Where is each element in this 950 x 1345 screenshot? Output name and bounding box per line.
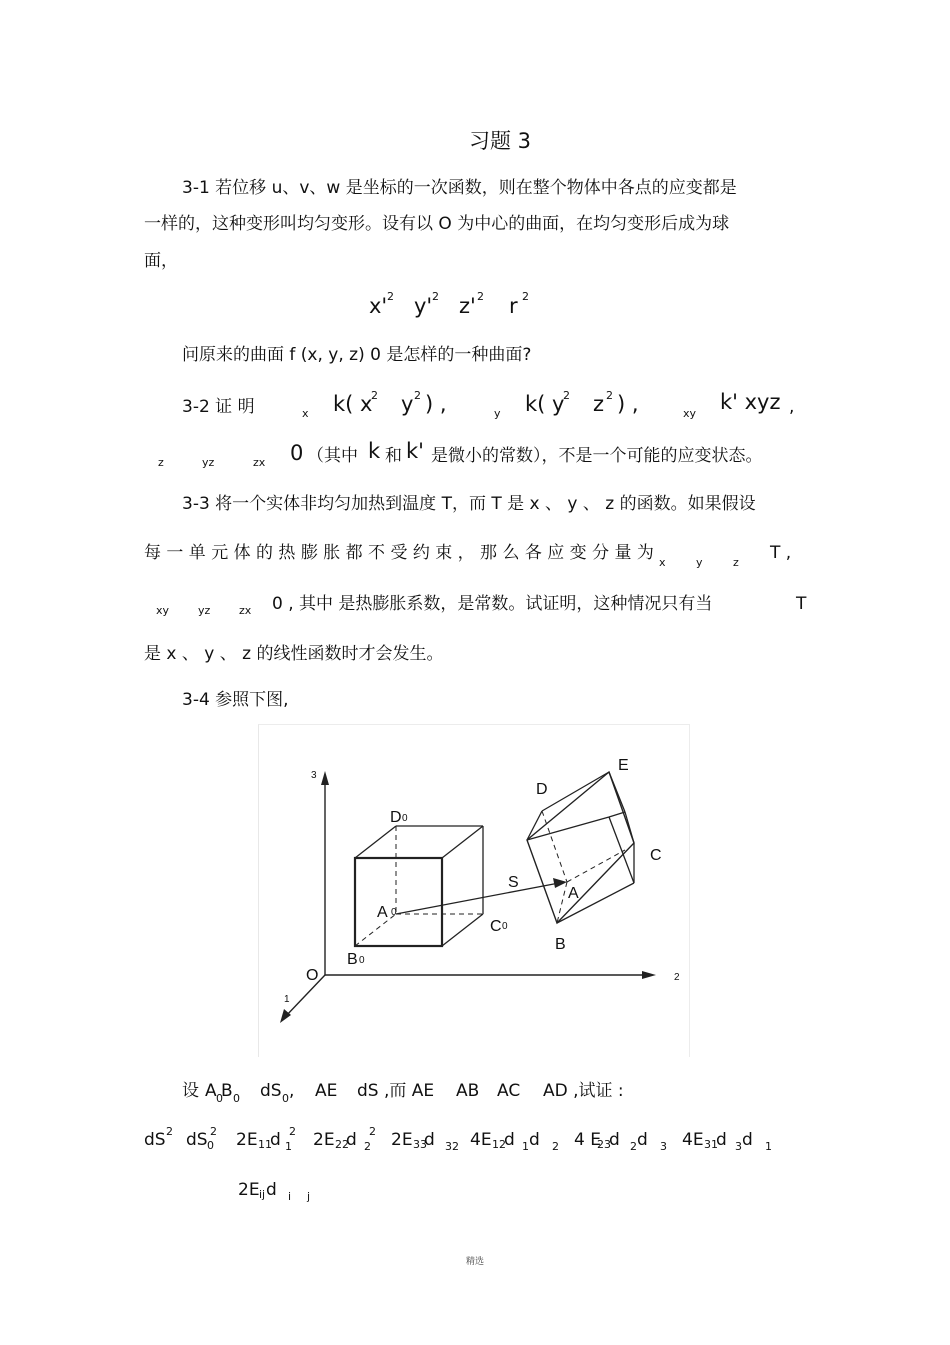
given-she: 设	[182, 1081, 199, 1101]
eq1-t4-sub: 12	[492, 1138, 506, 1151]
eq1-t2-sub: 22	[335, 1138, 349, 1151]
eq-z: z'	[459, 294, 476, 318]
eq1-t6-idx1: 3	[735, 1140, 742, 1153]
given-B: B	[221, 1081, 233, 1101]
eq1-t3-d: d	[424, 1130, 435, 1150]
axis-1-arrow	[280, 1009, 291, 1023]
cube-deformation-figure	[258, 724, 690, 1057]
eq1-dS-sup: 2	[166, 1125, 173, 1138]
p32-comma: ,	[789, 397, 795, 417]
cube-edge	[527, 817, 609, 840]
p32-text2: 是微小的常数），不是一个可能的应变状态。	[431, 446, 763, 466]
eq1-t5-d1: d	[609, 1130, 620, 1150]
eq1-t1-sub: 11	[258, 1138, 272, 1151]
p32-sub-yz: yz	[202, 456, 215, 469]
eq-z-sup: 2	[477, 290, 484, 303]
p33-sub-yz: yz	[198, 604, 211, 617]
p32-k1-sup: 2	[371, 389, 378, 402]
eq1-t3: 2E	[391, 1130, 413, 1150]
eq2-sub-j: j	[307, 1190, 311, 1203]
axis-1-line	[285, 975, 325, 1017]
cube0-edge	[355, 826, 396, 858]
p33-line3: 0 , 其中 是热膨胀系数，是常数。试证明，这种情况只有当	[272, 594, 713, 614]
eq1-dS0: dS	[186, 1130, 208, 1150]
eq1-t4-idx2: 2	[552, 1140, 559, 1153]
eq2-term: 2E	[238, 1180, 260, 1200]
given-A: A	[205, 1081, 217, 1101]
eq1-t1-d: d	[270, 1130, 281, 1150]
cube-edge	[609, 817, 634, 883]
p33-T: T ,	[770, 543, 792, 563]
cube-edge	[609, 812, 625, 817]
eq1-dS: dS	[144, 1130, 166, 1150]
origin-label: O	[306, 967, 319, 984]
eq1-t5: 4 E	[574, 1130, 601, 1150]
label-A: A	[568, 885, 579, 902]
eq-y: y'	[414, 294, 433, 318]
label-S: S	[508, 874, 519, 891]
label-B: B	[555, 936, 566, 953]
figure-svg	[259, 725, 689, 1057]
eq1-t4: 4E	[470, 1130, 492, 1150]
p32-k2: k( y	[525, 392, 565, 416]
label-C0: C	[490, 918, 502, 935]
eq1-t3-sub: 33	[413, 1138, 427, 1151]
eq2-sub-ij: ij	[259, 1188, 266, 1201]
eq1-t5-sub: 23	[597, 1138, 611, 1151]
cube0-edge	[442, 826, 483, 858]
p33-sub-z: z	[733, 556, 739, 569]
p32-sub-y: y	[494, 407, 501, 420]
eq1-dS0-sup: 2	[210, 1125, 217, 1138]
given-dS: dS ,而 AE	[357, 1081, 435, 1101]
eq1-t4-d1: d	[504, 1130, 515, 1150]
axis-2-label: 2	[674, 972, 680, 983]
cube0-hidden-edge	[355, 914, 396, 946]
given-comma: ,	[289, 1081, 295, 1101]
p32-close1: ) ,	[425, 392, 447, 416]
eq-x-sup: 2	[387, 290, 394, 303]
eq1-t6-d2: d	[742, 1130, 753, 1150]
label-D0: D	[390, 809, 402, 826]
cube0-front-face	[355, 858, 442, 946]
p32-he: 和	[385, 446, 402, 466]
eq1-t1: 2E	[236, 1130, 258, 1150]
eq1-t5-d2: d	[637, 1130, 648, 1150]
p32-sub-x: x	[302, 407, 309, 420]
label-E: E	[618, 757, 629, 774]
p32-y1: y	[401, 392, 414, 416]
eq1-t6: 4E	[682, 1130, 704, 1150]
eq-y-sup: 2	[432, 290, 439, 303]
label-D: D	[536, 781, 548, 798]
cube-edge	[625, 812, 634, 843]
eq1-t6-d1: d	[716, 1130, 727, 1150]
p32-kxyz: k' xyz	[720, 390, 781, 414]
vector-s-arrow	[553, 878, 567, 888]
label-B0: B	[347, 951, 358, 968]
eq1-t2-d: d	[346, 1130, 357, 1150]
p32-sub-xy: xy	[683, 407, 697, 420]
p32-label: 3-2 证 明	[182, 397, 255, 417]
eq1-t2-sup: 2	[369, 1125, 376, 1138]
eq2-sub-i: i	[288, 1190, 292, 1203]
p33-line2: 每 一 单 元 体 的 热 膨 胀 都 不 受 约 束 ， 那 么 各 应 变 分 量 为	[144, 543, 654, 563]
cube-edge	[609, 772, 625, 812]
cube-hidden-edge	[567, 850, 625, 882]
given-dS0-sub: 0	[282, 1092, 289, 1105]
axis-3-label: 3	[311, 770, 317, 781]
label-A0: A	[377, 904, 388, 921]
axis-1-label: 1	[284, 994, 290, 1005]
eq-r-sup: 2	[522, 290, 529, 303]
p33-sub-x: x	[659, 556, 666, 569]
footer-label: 精选	[466, 1257, 485, 1267]
p31-line2: 一样的，这种变形叫均匀变形。设有以 O 为中心的曲面，在均匀变形后成为球	[144, 214, 730, 234]
p31-question: 问原来的曲面 f (x, y, z) 0 是怎样的一种曲面?	[182, 345, 532, 365]
eq1-t2-idx: 2	[364, 1140, 371, 1153]
eq1-dS0-sub: 0	[207, 1139, 214, 1152]
label-C: C	[650, 847, 662, 864]
p31-line1: 3-1 若位移 u、v、w 是坐标的一次函数，则在整个物体中各点的应变都是	[182, 178, 737, 198]
cube0-edge	[442, 914, 483, 946]
p33-sub-xy: xy	[156, 604, 170, 617]
p32-close2: ) ,	[617, 392, 639, 416]
eq-r: r	[509, 294, 518, 318]
p32-sub-zx: zx	[253, 456, 266, 469]
eq1-t2: 2E	[313, 1130, 335, 1150]
eq1-t4-d2: d	[529, 1130, 540, 1150]
vector-s-line	[396, 883, 559, 914]
p32-k: k	[368, 439, 381, 463]
eq1-t1-sup: 2	[289, 1125, 296, 1138]
p32-z2-sup: 2	[606, 389, 613, 402]
axis-2-arrow	[642, 971, 656, 979]
p32-kprime: k'	[406, 439, 424, 463]
p32-k2-sup: 2	[563, 389, 570, 402]
eq-x: x'	[369, 294, 388, 318]
given-dS0: dS	[260, 1081, 282, 1101]
p32-text1: （其中	[307, 446, 358, 466]
label-C0-sub: 0	[502, 921, 508, 932]
page-title: 习题 3	[469, 129, 532, 153]
given-A-sub: 0	[216, 1092, 223, 1105]
p32-k1: k( x	[333, 392, 373, 416]
label-B0-sub: 0	[359, 955, 365, 966]
p32-y1-sup: 2	[414, 389, 421, 402]
p32-zero: 0	[290, 441, 304, 465]
eq1-t4-idx1: 1	[522, 1140, 529, 1153]
p32-z2: z	[593, 392, 605, 416]
given-AE: AE	[315, 1081, 338, 1101]
given-AD: AD ,试证 :	[543, 1081, 624, 1101]
cube-edge	[527, 811, 542, 840]
eq2-d: d	[266, 1180, 277, 1200]
eq1-t6-idx2: 1	[765, 1140, 772, 1153]
p33-sub-zx: zx	[239, 604, 252, 617]
given-B-sub: 0	[233, 1092, 240, 1105]
eq1-t5-idx2: 3	[660, 1140, 667, 1153]
p32-sub-z: z	[158, 456, 164, 469]
p33-sub-y: y	[696, 556, 703, 569]
eq1-t1-idx: 1	[285, 1140, 292, 1153]
label-D0-sub: 0	[402, 813, 408, 824]
axis-3-arrow	[321, 771, 329, 785]
cube-edge	[542, 772, 609, 811]
eq1-t5-idx1: 2	[630, 1140, 637, 1153]
eq1-t3-idx: 32	[445, 1140, 459, 1153]
p31-line3: 面，	[144, 251, 178, 271]
given-AB: AB	[456, 1081, 480, 1101]
given-AC: AC	[497, 1081, 521, 1101]
p33-line4: 是 x 、 y 、 z 的线性函数时才会发生。	[144, 644, 444, 664]
p33-T2: T	[796, 594, 807, 614]
cube-hidden-edge	[542, 811, 567, 882]
eq1-t6-sub: 31	[704, 1138, 718, 1151]
label-A0-sub: 0	[391, 907, 397, 918]
p34-label: 3-4 参照下图,	[182, 690, 289, 710]
p33-line1: 3-3 将一个实体非均匀加热到温度 T，而 T 是 x 、 y 、 z 的函数。如果假设	[182, 494, 756, 514]
